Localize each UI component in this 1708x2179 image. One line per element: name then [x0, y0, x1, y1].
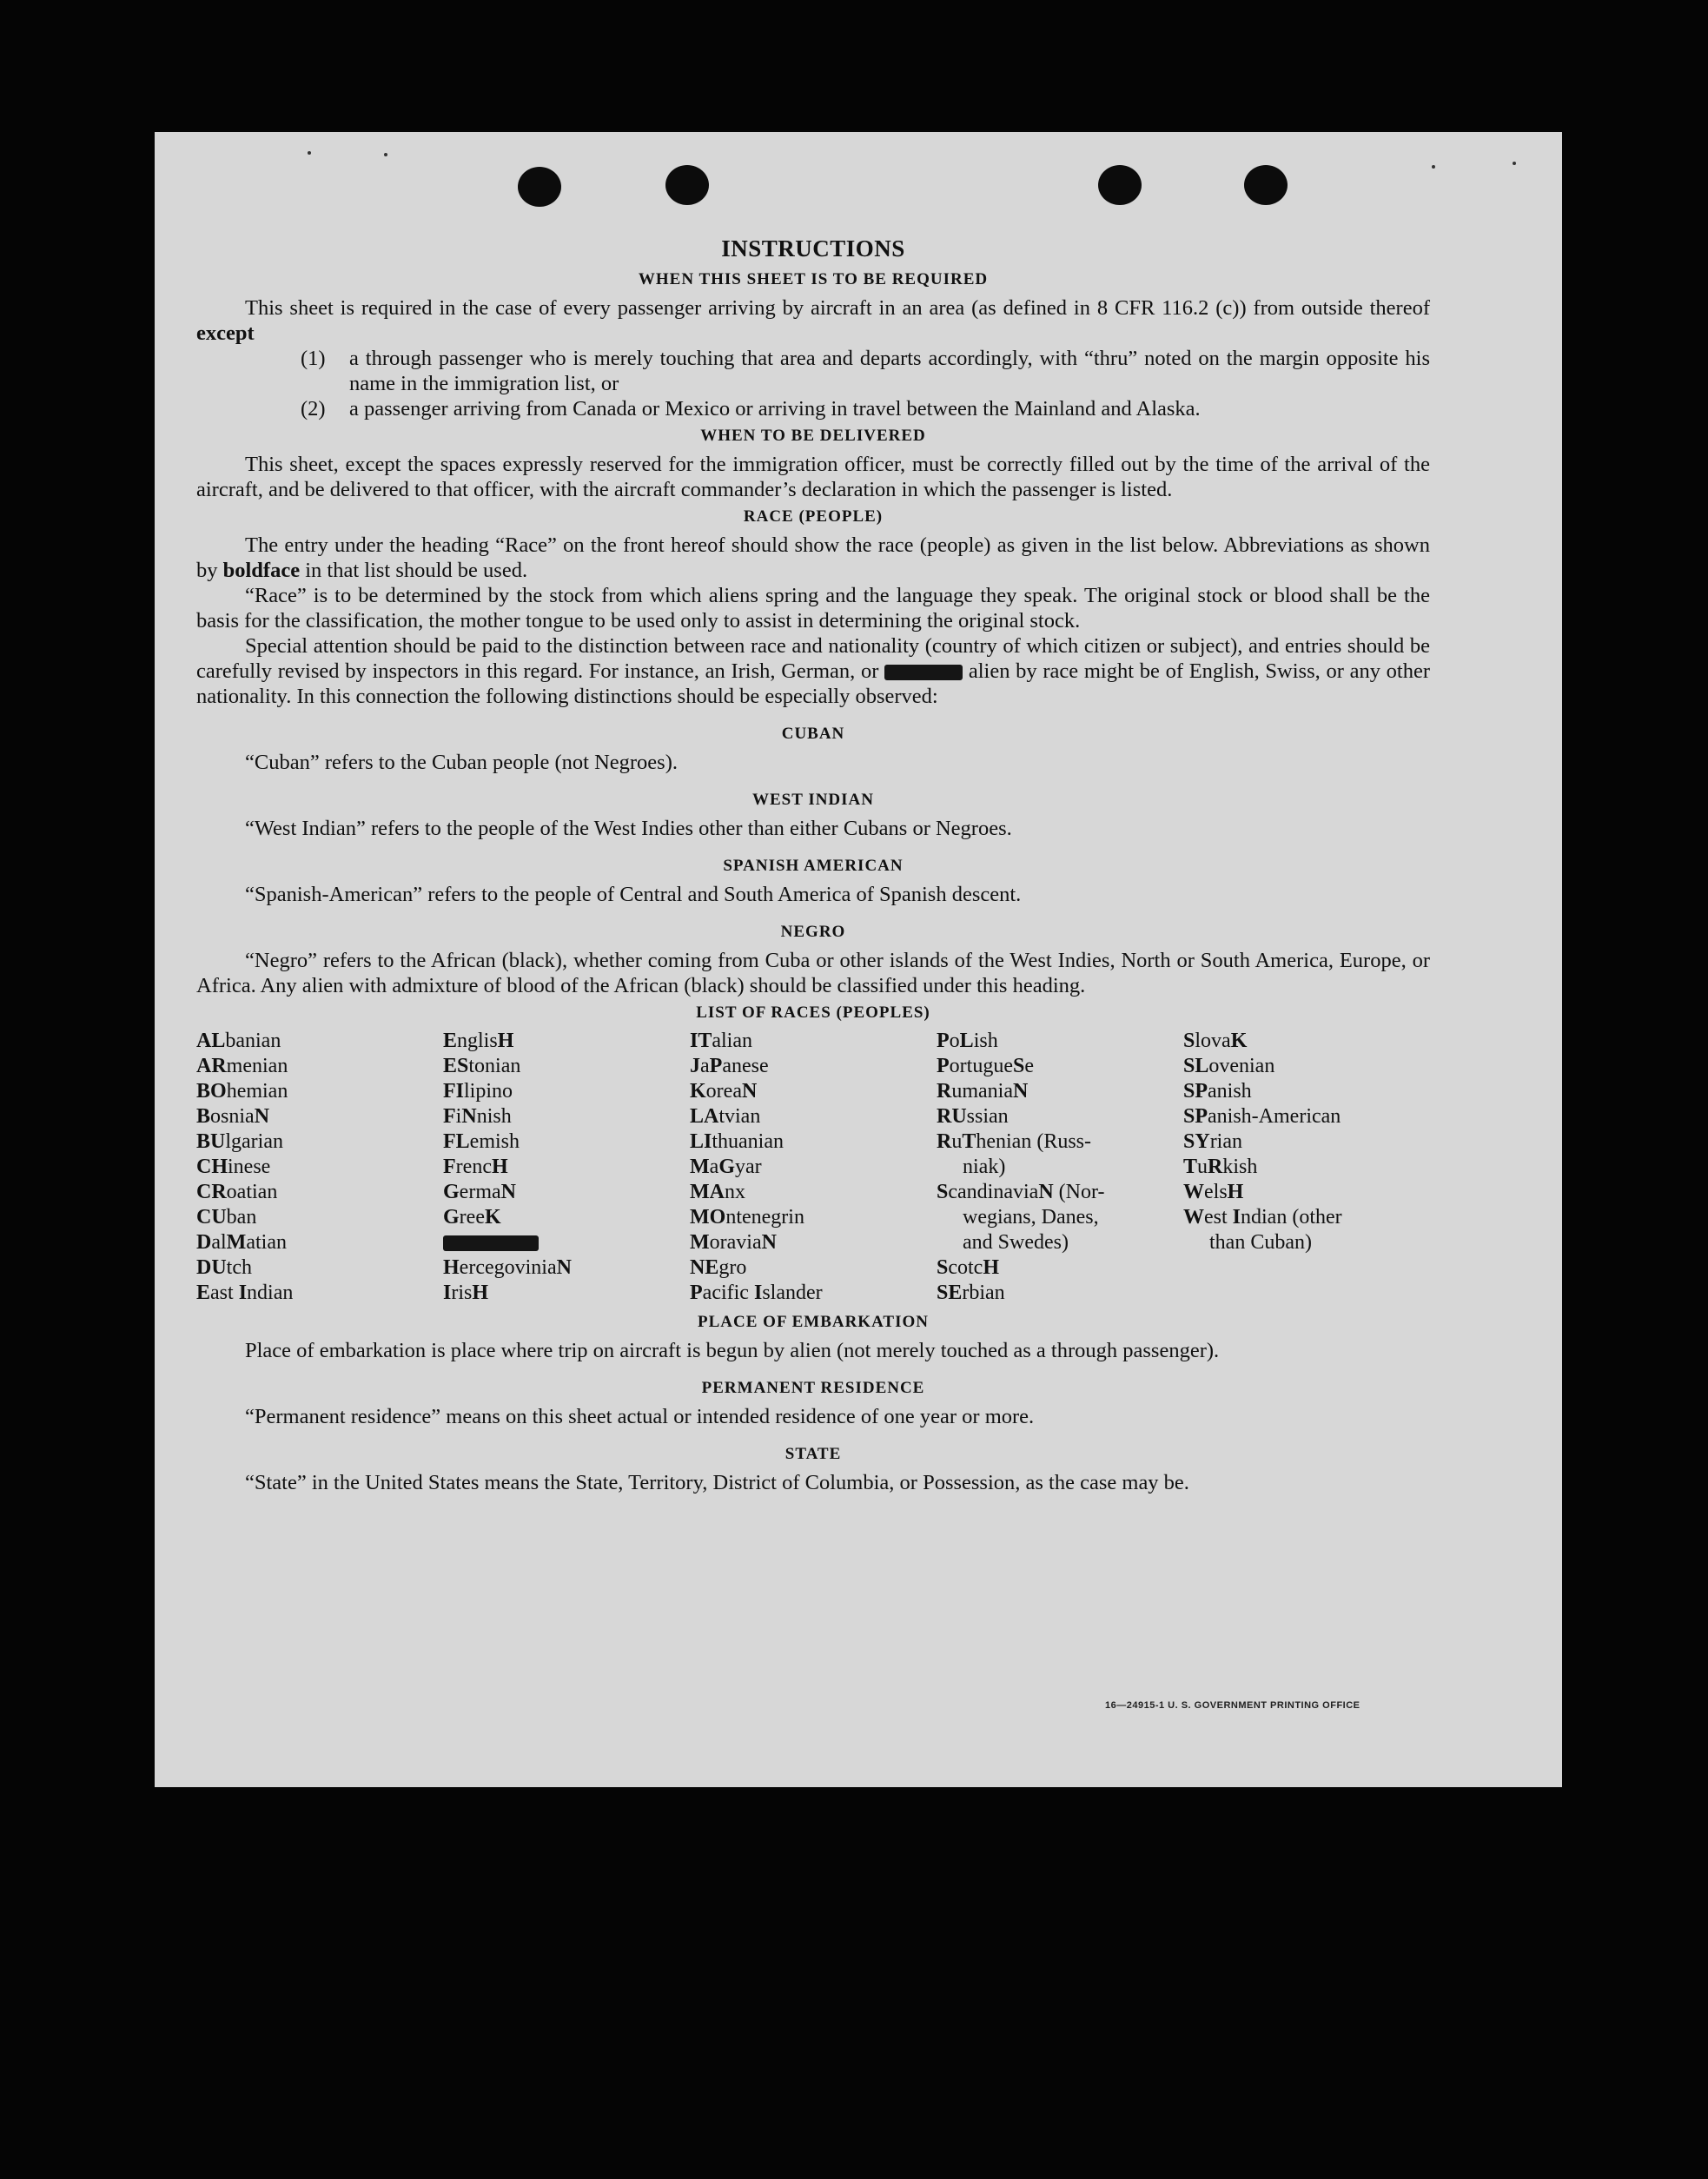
races-column: [196, 1029, 443, 1306]
race-entry: ScotcH: [937, 1256, 1000, 1279]
race-entry-continuation: niak): [963, 1156, 1006, 1178]
race-entry: GermaN: [443, 1181, 516, 1203]
race-entry: SPanish-American: [1183, 1105, 1341, 1128]
race-entry-continuation: than Cuban): [1209, 1231, 1312, 1254]
redaction-mark: [884, 665, 963, 680]
document-sheet: [155, 132, 1562, 1787]
race-entry-continuation: and Swedes): [963, 1231, 1069, 1254]
races-column: [443, 1029, 690, 1306]
punch-hole: [518, 167, 561, 207]
races-column: [690, 1029, 937, 1306]
race-entry: SlovaK: [1183, 1030, 1248, 1052]
exception-item: (1) a through passenger who is merely touching that area and departs accordingly, with “thru” noted on the margin opposite his name in the immigration list, or: [301, 347, 1430, 395]
race-entry: WelsH: [1183, 1181, 1244, 1203]
race-entry: CRoatian: [196, 1181, 278, 1203]
cuban-text: “Cuban” refers to the Cuban people (not Negroes).: [245, 751, 678, 774]
race-entry: RumaniaN: [937, 1080, 1029, 1103]
race-entry: MOntenegrin: [690, 1206, 804, 1229]
races-column: [1183, 1029, 1430, 1306]
race-entry: FiNnish: [443, 1105, 512, 1128]
races-list: [196, 1029, 1430, 1306]
negro-text: “Negro” refers to the African (black), whether coming from Cuba or other islands of the West Indies, North or South America, Europe, or Africa. Any alien with admixture of blood of the African (black) should be classified under this heading.: [196, 949, 1430, 997]
race-entry: BOhemian: [196, 1080, 288, 1103]
race-entry: Pacific Islander: [690, 1282, 823, 1304]
when-required-intro: This sheet is required in the case of every passenger arriving by aircraft in an area (as defined in 8 CFR 116.2 (c)) from outside thereof except: [196, 296, 1430, 345]
race-entry: GreeK: [443, 1206, 501, 1229]
race-entry: SYrian: [1183, 1130, 1242, 1153]
race-entry: LAtvian: [690, 1105, 761, 1128]
race-entry: CHinese: [196, 1156, 271, 1178]
race-entry: TuRkish: [1183, 1156, 1258, 1178]
race-entry: FIlipino: [443, 1080, 513, 1103]
race-entry: FrencH: [443, 1156, 508, 1178]
race-entry: NEgro: [690, 1256, 747, 1279]
race-entry: PoLish: [937, 1030, 998, 1052]
residence-text: “Permanent residence” means on this sheet actual or intended residence of one year or more.: [245, 1405, 1035, 1428]
heading-spanish-american: SPANISH AMERICAN: [723, 857, 904, 875]
race-entry: FLemish: [443, 1130, 520, 1153]
race-entry: LIthuanian: [690, 1130, 784, 1153]
race-entry: CUban: [196, 1206, 257, 1229]
heading-west-indian: WEST INDIAN: [752, 791, 874, 809]
printing-office-code: 16—24915-1 U. S. GOVERNMENT PRINTING OFFICE: [1105, 1700, 1360, 1711]
speck-mark: [1513, 162, 1516, 165]
heading-negro: NEGRO: [780, 923, 846, 941]
punch-hole: [1098, 165, 1142, 205]
race-entry: ITalian: [690, 1030, 752, 1052]
race-entry: EStonian: [443, 1055, 521, 1077]
race-entry: KoreaN: [690, 1080, 758, 1103]
heading-state: STATE: [784, 1445, 842, 1463]
instructions-content: [196, 236, 1430, 1495]
race-entry: DalMatian: [196, 1231, 287, 1254]
races-column: [937, 1029, 1183, 1306]
race-entry: DUtch: [196, 1256, 252, 1279]
race-entry: EnglisH: [443, 1030, 514, 1052]
race-entry: ARmenian: [196, 1055, 288, 1077]
heading-list-of-races: LIST OF RACES (PEOPLES): [696, 1003, 930, 1022]
race-entry: JaPanese: [690, 1055, 769, 1077]
race-entry-continuation: wegians, Danes,: [963, 1206, 1099, 1229]
punch-hole: [665, 165, 709, 205]
race-entry: HercegoviniaN: [443, 1256, 572, 1279]
heading-when-required: WHEN THIS SHEET IS TO BE REQUIRED: [638, 270, 989, 288]
redaction-mark: [443, 1235, 539, 1251]
race-entry: ALbanian: [196, 1030, 281, 1052]
state-text: “State” in the United States means the State, Territory, District of Columbia, or Possession, as the case may be.: [245, 1471, 1189, 1494]
heading-embarkation: PLACE OF EMBARKATION: [698, 1313, 929, 1331]
punch-hole: [1244, 165, 1288, 205]
race-entry: ScandinaviaN (Nor-: [937, 1181, 1105, 1203]
race-entry: IrisH: [443, 1282, 489, 1304]
race-paragraph-3: Special attention should be paid to the distinction between race and nationality (country of which citizen or subject), and entries should be carefully revised by inspectors in this regard. For instance, an Irish, German, or alien by race might be of English, Swiss, or any other nationality. In this connection the following distinctions should be especially observed:: [196, 634, 1430, 708]
race-entry-redacted: [443, 1230, 690, 1255]
west-indian-text: “West Indian” refers to the people of the West Indies other than either Cubans or Negroes.: [245, 817, 1012, 840]
exception-item: (2) a passenger arriving from Canada or Mexico or arriving in travel between the Mainland and Alaska.: [301, 397, 1201, 421]
race-entry: RUssian: [937, 1105, 1009, 1128]
speck-mark: [308, 151, 311, 155]
heading-residence: PERMANENT RESIDENCE: [701, 1379, 925, 1397]
when-delivered-text: This sheet, except the spaces expressly reserved for the immigration officer, must be correctly filled out by the time of the arrival of the aircraft, and be delivered to that officer, with the aircraft commander’s declaration in which the passenger is listed.: [196, 453, 1430, 501]
race-entry: MaGyar: [690, 1156, 762, 1178]
heading-race: RACE (PEOPLE): [743, 507, 884, 526]
race-paragraph-1: The entry under the heading “Race” on the front hereof should show the race (people) as given in the list below. Abbreviations as shown by boldface in that list should be used.: [196, 533, 1430, 582]
race-entry: RuThenian (Russ-: [937, 1130, 1092, 1153]
spanish-american-text: “Spanish-American” refers to the people of Central and South America of Spanish descent.: [245, 883, 1022, 906]
heading-cuban: CUBAN: [781, 725, 845, 743]
race-entry: MoraviaN: [690, 1231, 777, 1254]
speck-mark: [384, 153, 387, 156]
race-paragraph-2: “Race” is to be determined by the stock from which aliens spring and the language they speak. The original stock or blood shall be the basis for the classification, the mother tongue to be used only to assist in determining the original stock.: [196, 584, 1430, 633]
embarkation-text: Place of embarkation is place where trip on aircraft is begun by alien (not merely touched as a through passenger).: [245, 1339, 1220, 1362]
race-entry: SLovenian: [1183, 1055, 1275, 1077]
page-title: INSTRUCTIONS: [721, 235, 905, 262]
race-entry: SErbian: [937, 1282, 1005, 1304]
race-entry: PortugueSe: [937, 1055, 1034, 1077]
race-entry: West Indian (other: [1183, 1206, 1342, 1229]
race-entry: BosniaN: [196, 1105, 270, 1128]
race-entry: SPanish: [1183, 1080, 1252, 1103]
race-entry: East Indian: [196, 1282, 294, 1304]
race-entry: BUlgarian: [196, 1130, 283, 1153]
speck-mark: [1432, 165, 1435, 169]
race-entry: MAnx: [690, 1181, 745, 1203]
heading-when-delivered: WHEN TO BE DELIVERED: [700, 427, 926, 445]
